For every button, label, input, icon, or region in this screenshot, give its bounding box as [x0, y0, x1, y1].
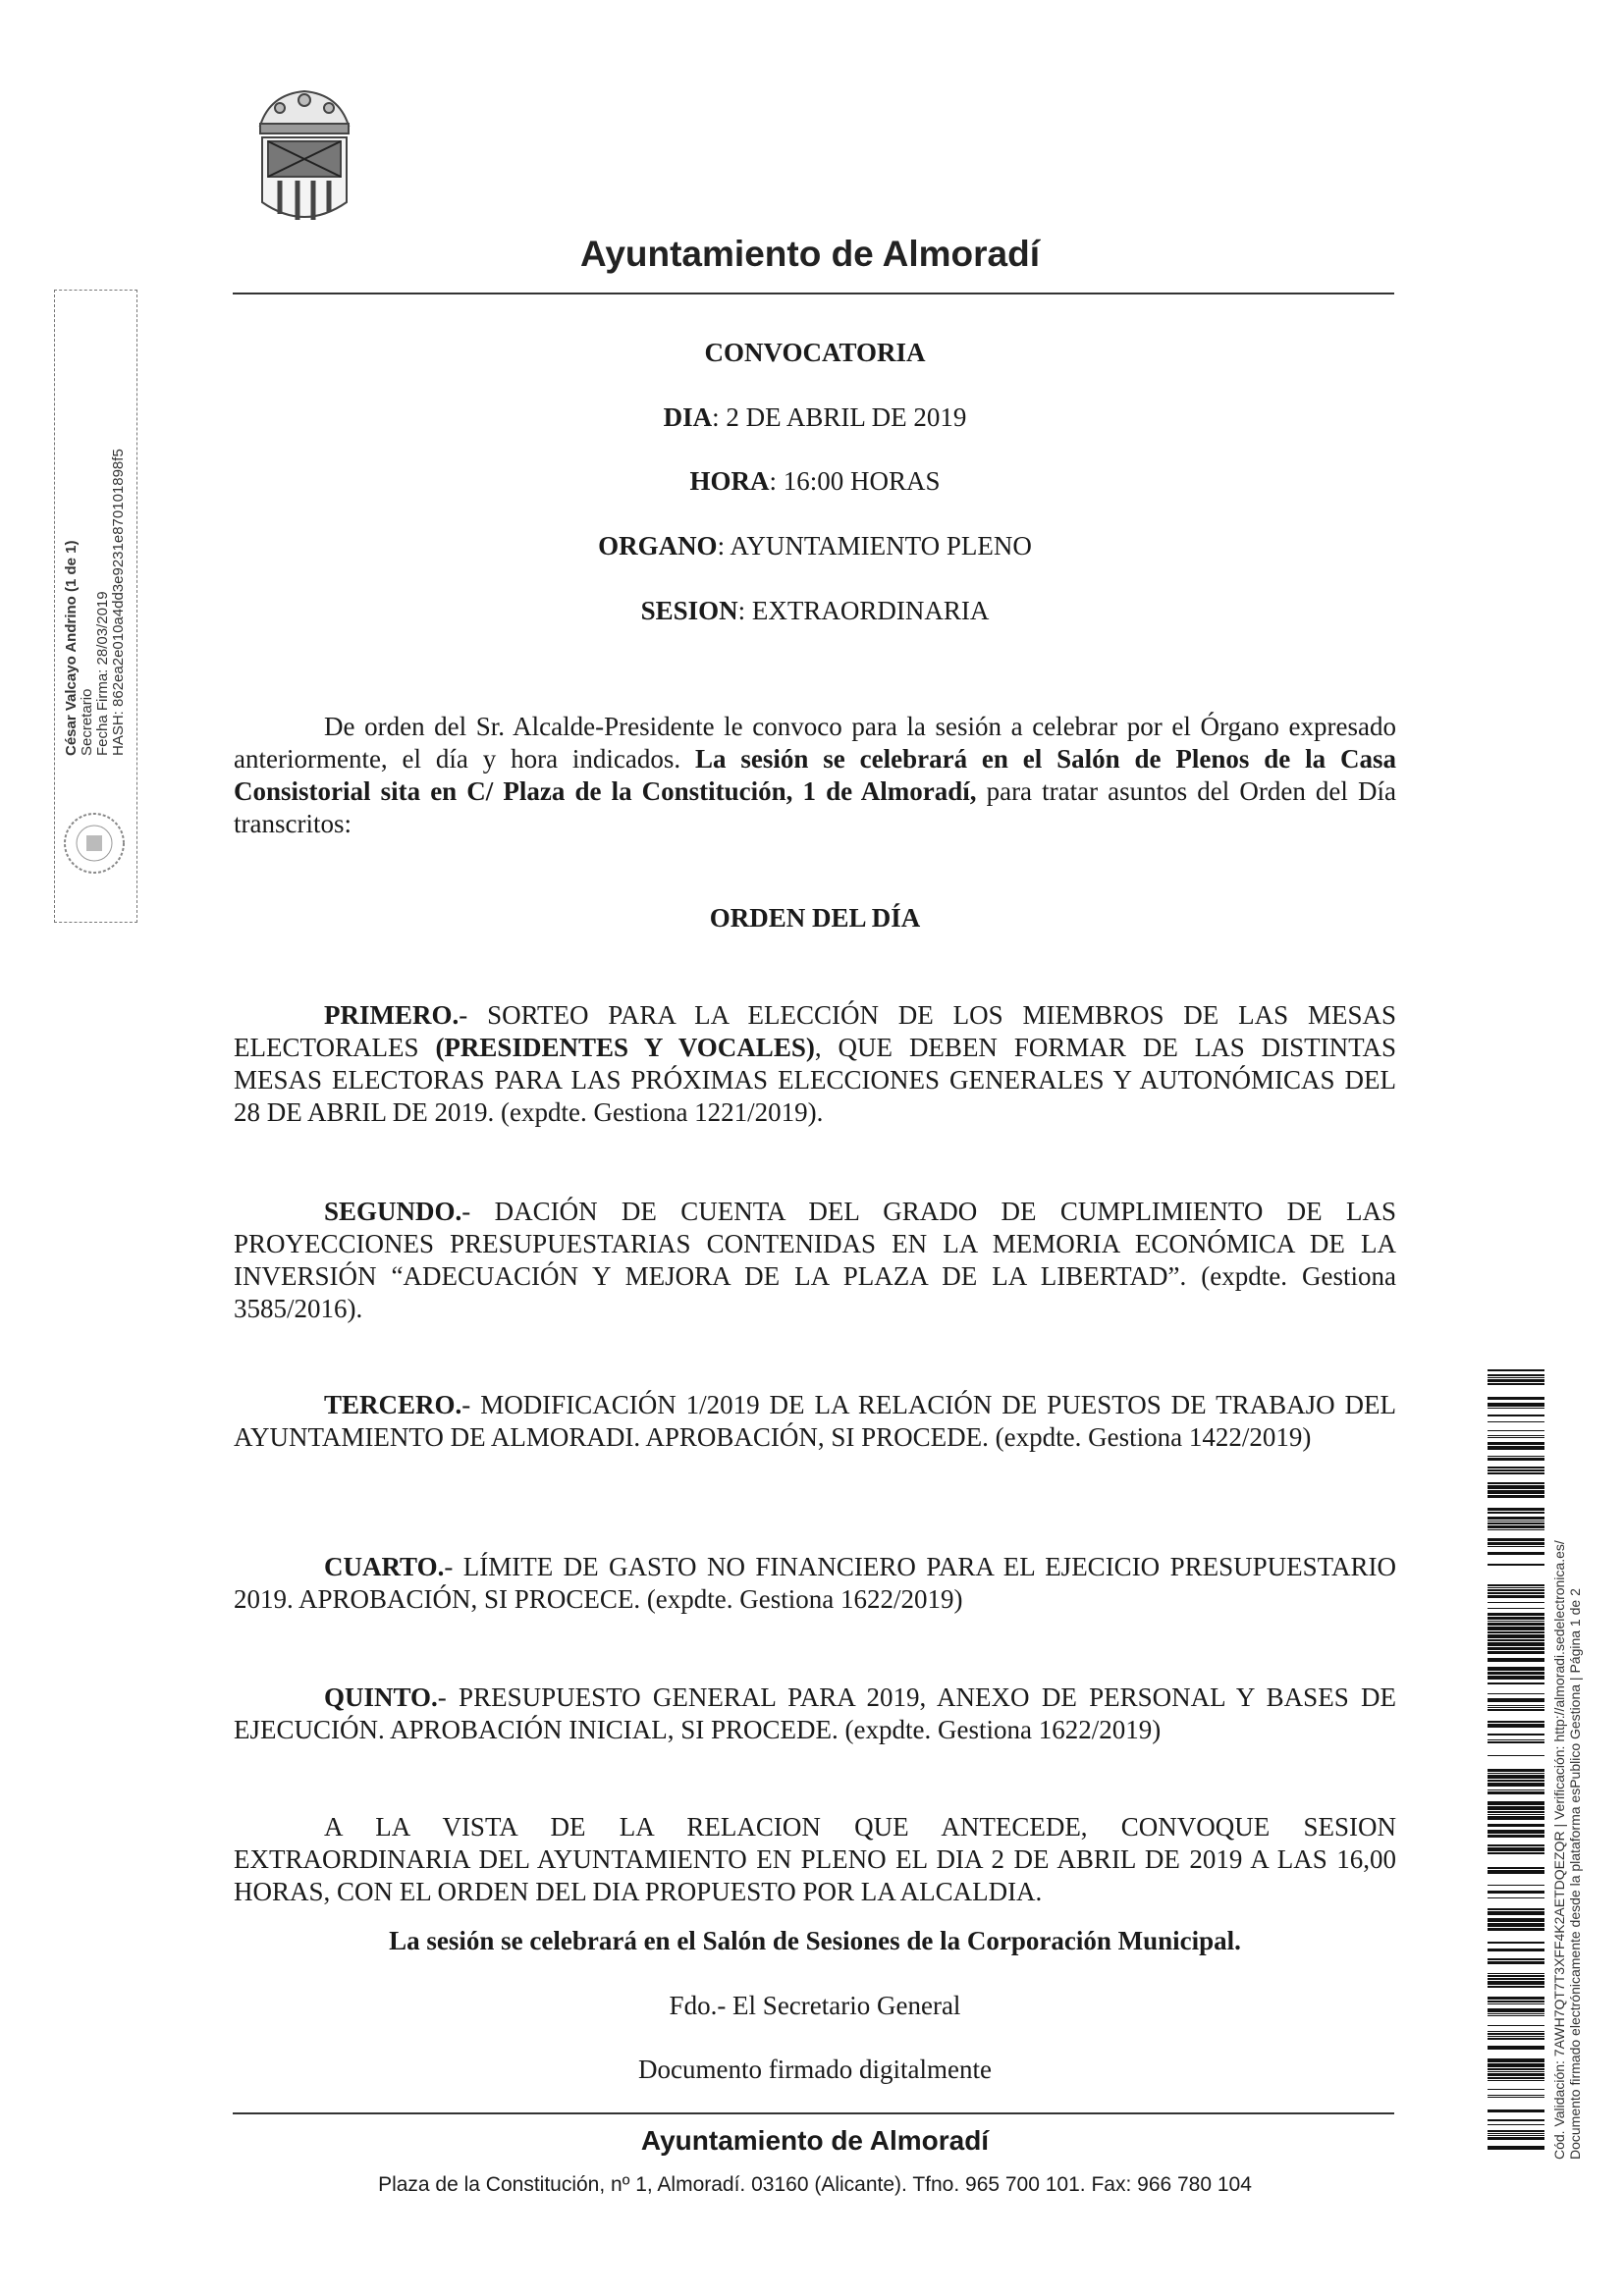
signed-note: Documento firmado digitalmente: [638, 2055, 992, 2084]
signer-role: Secretario: [79, 688, 95, 756]
item-cuarto: CUARTO.- LÍMITE DE GASTO NO FINANCIERO PARA EL EJECICIO PRESUPUESTARIO 2019. APROBACIÓN, SI PROCECE. (expdte. Gestiona 1622/2019): [234, 1552, 1396, 1614]
convocatoria-title: CONVOCATORIA: [704, 338, 926, 367]
item-label: CUARTO.: [324, 1552, 445, 1581]
item-label: TERCERO.: [324, 1390, 462, 1419]
signature-date: Fecha Firma: 28/03/2019: [94, 591, 111, 756]
header-divider: [233, 293, 1394, 294]
item-primero: PRIMERO.- SORTEO PARA LA ELECCIÓN DE LOS MIEMBROS DE LAS MESAS ELECTORALES (PRESIDENTES Y VOCALES), QUE DEBEN FORMAR DE LAS DISTINTAS MESAS ELECTORAS PARA LAS PRÓXIMAS ELECCIONES GENERALES Y AUTONÓMICAS DEL 28 DE ABRIL DE 2019. (expdte. Gestiona 1221/2019).: [234, 1000, 1397, 1127]
dia-value: : 2 DE ABRIL DE 2019: [712, 402, 967, 432]
organo-line: [236, 531, 1394, 561]
validation-strip: [1551, 1540, 1583, 2160]
closing-paragraph: A LA VISTA DE LA RELACION QUE ANTECEDE, CONVOQUE SESION EXTRAORDINARIA DEL AYUNTAMIENTO EN PLENO EL DIA 2 DE ABRIL DE 2019 A LAS 16,00 HORAS, CON EL ORDEN DEL DIA PROPUESTO POR LA ALCALDIA.: [234, 1812, 1396, 1906]
item-label: PRIMERO.: [324, 1000, 460, 1030]
signer-line: Fdo.- El Secretario General: [669, 1991, 961, 2020]
validation-platform: Documento firmado electrónicamente desde la plataforma esPublico Gestiona | Página 1 de 2: [1567, 1588, 1583, 2160]
hora-value: : 16:00 HORAS: [769, 466, 941, 496]
sesion-line: [236, 596, 1394, 626]
sesion-label: SESION: [640, 596, 738, 625]
dia-line: [236, 402, 1394, 433]
organo-label: ORGANO: [598, 531, 718, 561]
validation-barcode: [1488, 1369, 1544, 2155]
hora-line: [236, 466, 1394, 497]
organo-value: : AYUNTAMIENTO PLENO: [717, 531, 1032, 561]
hora-label: HORA: [689, 466, 770, 496]
sesion-value: : EXTRAORDINARIA: [737, 596, 990, 625]
item-quinto: QUINTO.- PRESUPUESTO GENERAL PARA 2019, ANEXO DE PERSONAL Y BASES DE EJECUCIÓN. APROBACIÓN INICIAL, SI PROCEDE. (expdte. Gestiona 1622/2019): [234, 1682, 1396, 1744]
intro-location: La sesión se celebrará en el Salón de Plenos de la Casa Consistorial sita en C/ Plaza de la Constitución, 1 de Almoradí,: [234, 744, 1396, 806]
orden-del-dia-title: ORDEN DEL DÍA: [709, 903, 921, 933]
footer-title: Ayuntamiento de Almoradí: [640, 2125, 990, 2156]
signature-hash: HASH: 862ea2e010a4dd3e9231e870101898f5: [110, 449, 127, 756]
intro-paragraph: De orden del Sr. Alcalde-Presidente le convoco para la sesión a celebrar por el Órgano expresado anteriormente, el día y hora indicados. La sesión se celebrará en el Salón de Plenos de la Casa Consistorial sita en C/ Plaza de la Constitución, 1 de Almoradí, para tratar asuntos del Orden del Día transcritos:: [234, 712, 1397, 838]
item-label: QUINTO.: [324, 1682, 438, 1712]
footer-address: Plaza de la Constitución, nº 1, Almoradí. 03160 (Alicante). Tfno. 965 700 101. Fax: 966 780 104: [378, 2173, 1252, 2196]
official-seal-icon: [61, 810, 128, 877]
dia-label: DIA: [663, 402, 713, 432]
item-tercero: TERCERO.- MODIFICACIÓN 1/2019 DE LA RELACIÓN DE PUESTOS DE TRABAJO DEL AYUNTAMIENTO DE ALMORADI. APROBACIÓN, SI PROCEDE. (expdte. Gestiona 1422/2019): [234, 1390, 1396, 1452]
footer-divider: [233, 2112, 1394, 2114]
validation-code: Cód. Validación: 7AWH7QT7T3XFF4K2AETDQEZQR | Verificación: http://almoradi.sedelectronica.es/: [1551, 1540, 1567, 2160]
item-segundo: SEGUNDO.- DACIÓN DE CUENTA DEL GRADO DE CUMPLIMIENTO DE LAS PROYECCIONES PRESUPUESTARIAS CONTENIDAS EN LA MEMORIA ECONÓMICA DE LA INVERSIÓN “ADECUACIÓN Y MEJORA DE LA PLAZA DE LA LIBERTAD”. (expdte. Gestiona 3585/2016).: [234, 1197, 1396, 1323]
location-note: La sesión se celebrará en el Salón de Sesiones de la Corporación Municipal.: [389, 1926, 1241, 1955]
municipal-crest-logo: [250, 86, 358, 234]
signer-name: César Valcayo Andrino (1 de 1): [63, 540, 80, 756]
header-title: Ayuntamiento de Almoradí: [579, 234, 1041, 274]
item-label: SEGUNDO.: [324, 1197, 462, 1226]
